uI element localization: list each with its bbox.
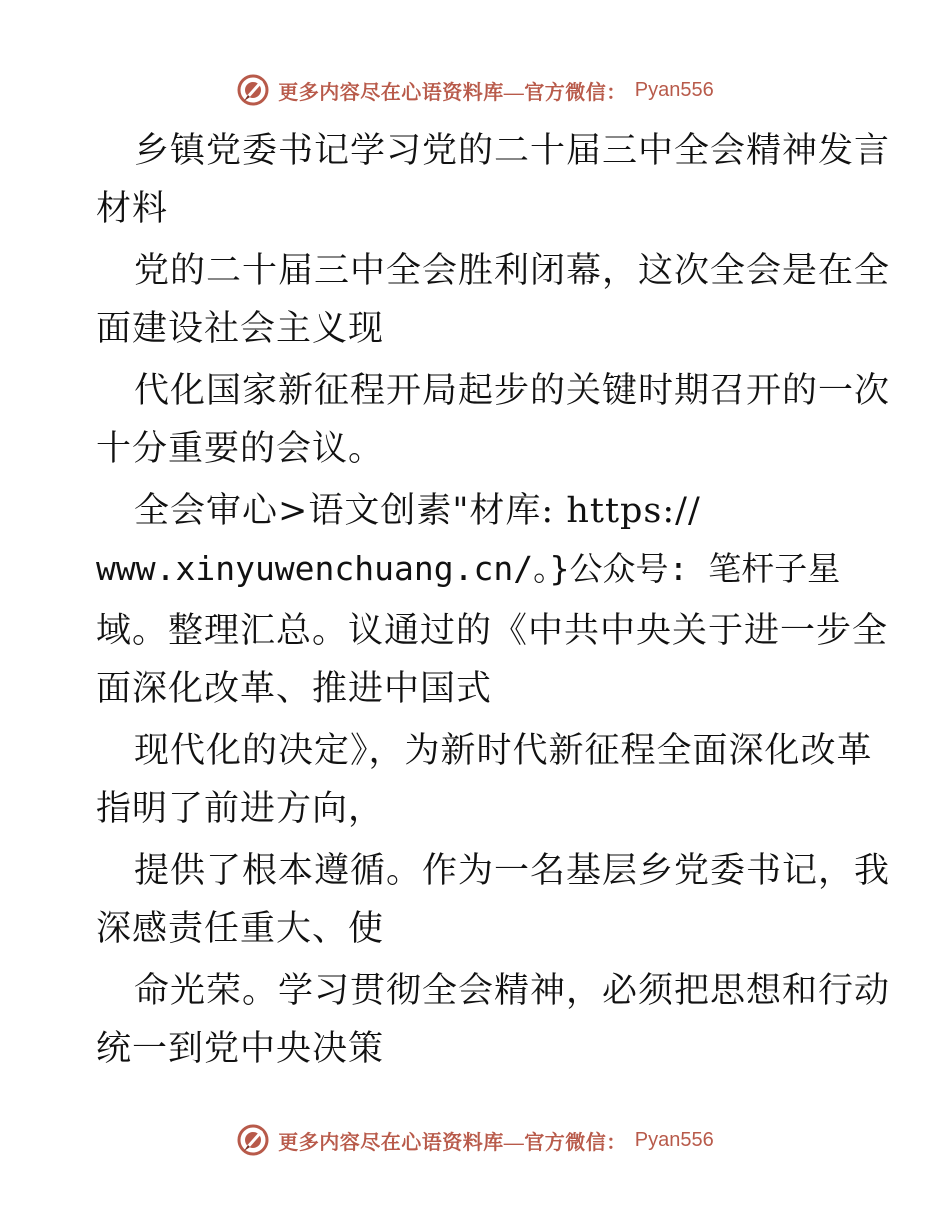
footer-watermark-banner [0, 1120, 950, 1160]
text-line: 域。整理汇总。议通过的《中共中央关于进一步全 [96, 611, 889, 651]
text-line: 十分重要的会议。 [96, 429, 385, 469]
text-line: 乡镇党委书记学习党的二十届三中全会精神发言 [134, 131, 891, 171]
watermark-text: 更多内容尽在心语资料库—官方微信： [278, 1131, 627, 1154]
text-line: 面深化改革、推进中国式 [96, 669, 493, 709]
text-line: 指明了前进方向， [96, 789, 385, 829]
pen-circle-logo-icon [236, 73, 270, 107]
document-body [96, 122, 891, 1078]
text-line: 代化国家新征程开局起步的关键时期召开的一次 [134, 371, 891, 411]
watermark-text: 更多内容尽在心语资料库—官方微信： [278, 81, 627, 104]
header-watermark-banner [0, 70, 950, 110]
text-line: 命光荣。学习贯彻全会精神，必须把思想和行动 [134, 971, 891, 1011]
text-line: 材料 [96, 189, 169, 229]
text-line: 统一到党中央决策 [96, 1029, 385, 1069]
text-line: www.xinyuwenchuang.cn/。}公众号: 笔杆子星 [96, 549, 841, 588]
watermark-wechat-id: Pyan556 [634, 1128, 714, 1151]
watermark-wechat-id: Pyan556 [634, 78, 714, 101]
text-line: 面建设社会主义现 [96, 309, 385, 349]
text-line: 党的二十届三中全会胜利闭幕，这次全会是在全 [134, 251, 891, 291]
text-line: 提供了根本遵循。作为一名基层乡党委书记，我 [134, 851, 891, 891]
pen-circle-logo-icon [236, 1123, 270, 1157]
text-line: 现代化的决定》，为新时代新征程全面深化改革 [134, 731, 873, 771]
text-line: 深感责任重大、使 [96, 909, 385, 949]
text-line: 全会审心>语文创素"材库: https:// [134, 491, 701, 531]
